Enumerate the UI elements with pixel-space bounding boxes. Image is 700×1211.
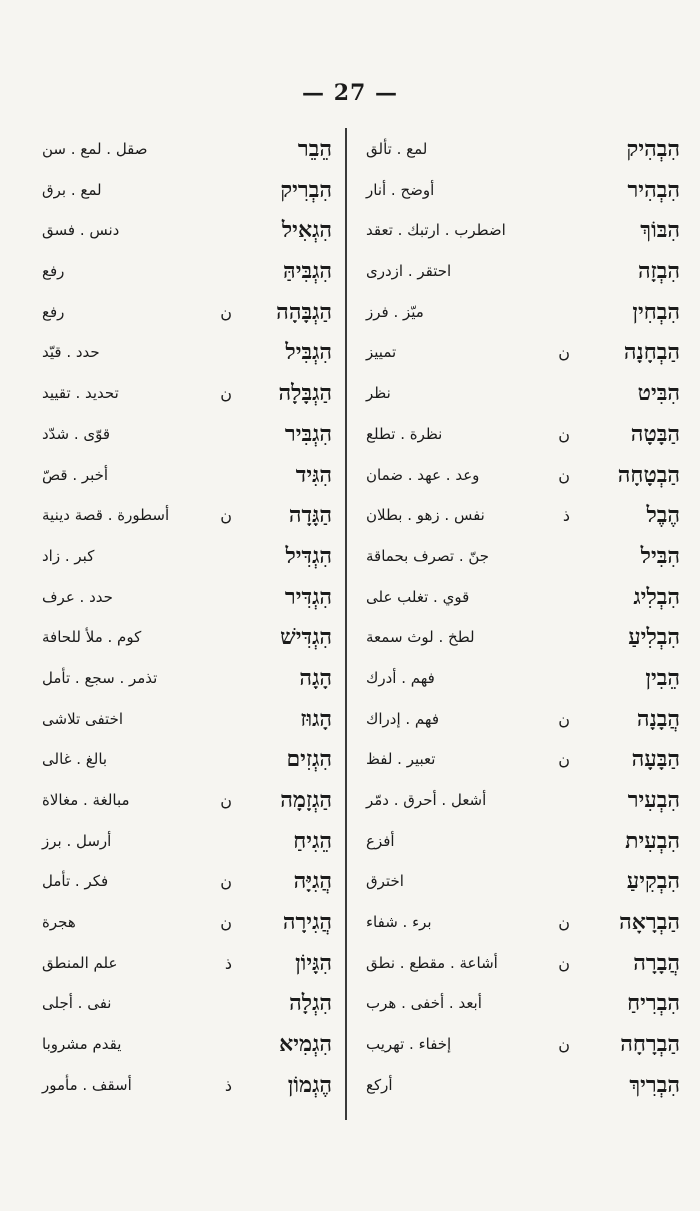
part-of-speech: ن	[220, 872, 232, 892]
arabic-definition: أشعل . أحرق . دمّر	[366, 791, 487, 809]
hebrew-headword: הֶגְמוֹן	[287, 1071, 332, 1098]
hebrew-headword: הֲבָרָה	[633, 949, 680, 976]
dictionary-entry	[10, 783, 340, 824]
arabic-definition: علم المنطق	[42, 953, 118, 972]
hebrew-headword: הִבְהִיק	[626, 136, 680, 162]
hebrew-headword: הִבְזָה	[637, 258, 680, 285]
dictionary-entry	[10, 742, 340, 783]
dictionary-entry	[358, 376, 688, 417]
dictionary-entry	[358, 986, 688, 1027]
arabic-definition: نظر	[366, 384, 391, 403]
arabic-definition: مبالغة . مغالاة	[42, 791, 130, 809]
arabic-definition: يقدم مشروبا	[42, 1035, 122, 1054]
part-of-speech: ن	[558, 913, 570, 933]
arabic-definition: أسطورة . قصة دينية	[42, 506, 170, 525]
dictionary-entry	[10, 254, 340, 295]
dictionary-entry	[358, 498, 688, 539]
dictionary-entry	[10, 1068, 340, 1109]
hebrew-headword: הֵגִיחַ	[293, 827, 332, 854]
arabic-definition: دنس . فسق	[42, 221, 120, 240]
arabic-definition: كبر . زاد	[42, 546, 95, 565]
dictionary-entry	[358, 824, 688, 865]
arabic-definition: اضطرب . ارتبك . تعقد	[366, 221, 506, 240]
dictionary-entry	[358, 620, 688, 661]
arabic-definition: كوم . ملأ للحافة	[42, 628, 142, 647]
hebrew-headword: הַבְרָאָה	[619, 909, 680, 936]
dictionary-entry	[10, 824, 340, 865]
arabic-definition: نفس . زهو . بطلان	[366, 506, 485, 525]
arabic-definition: اخترق	[366, 872, 404, 891]
hebrew-headword: הִגְדִּיל	[285, 542, 332, 569]
arabic-definition: بالغ . غالى	[42, 750, 108, 769]
dictionary-entry	[358, 864, 688, 905]
dictionary-entry	[10, 417, 340, 458]
hebrew-headword: הַגְבָּלָה	[278, 380, 332, 407]
arabic-definition: قوي . تغلب على	[366, 587, 470, 606]
hebrew-headword: הֶבֶל	[646, 502, 680, 529]
hebrew-headword: הִבְרִיחַ	[627, 990, 680, 1017]
dictionary-entry	[10, 539, 340, 580]
hebrew-headword: הִגְזִים	[286, 746, 332, 773]
hebrew-headword: הִגְמִיא	[279, 1031, 332, 1058]
arabic-definition: أوضح . أنار	[366, 180, 435, 199]
dictionary-entry	[358, 742, 688, 783]
part-of-speech: ن	[220, 384, 232, 404]
arabic-definition: حدد . عرف	[42, 587, 113, 606]
dictionary-entry	[10, 498, 340, 539]
right-column	[358, 132, 688, 1109]
dictionary-entry	[358, 132, 688, 173]
part-of-speech: ن	[220, 302, 232, 322]
dictionary-entry	[10, 295, 340, 336]
dictionary-entry	[10, 864, 340, 905]
hebrew-headword: הִבְעִית	[625, 827, 680, 854]
arabic-definition: فهم . إدراك	[366, 709, 439, 728]
part-of-speech: ن	[558, 750, 570, 770]
arabic-definition: أبعد . أخفى . هرب	[366, 994, 482, 1013]
part-of-speech: ن	[558, 1035, 570, 1055]
hebrew-headword: הִגְדִּישׁ	[280, 624, 332, 651]
arabic-definition: احتقر . ازدرى	[366, 262, 452, 281]
dictionary-entry	[10, 132, 340, 173]
part-of-speech: ذ	[562, 506, 570, 526]
page-number: — 27 —	[302, 80, 398, 106]
dictionary-entry	[358, 580, 688, 621]
dictionary-entry	[358, 905, 688, 946]
hebrew-headword: הִגְאִיל	[281, 217, 332, 244]
hebrew-headword: הִגְדִּיר	[284, 583, 332, 610]
hebrew-headword: הִבְקִיעַ	[626, 868, 680, 895]
left-column	[10, 132, 340, 1109]
hebrew-headword: הִגְלָה	[289, 990, 332, 1017]
arabic-definition: صقل . لمع . سن	[42, 140, 148, 158]
dictionary-entry	[10, 376, 340, 417]
column-divider	[345, 128, 347, 1120]
arabic-definition: أخبر . قصّ	[42, 465, 109, 484]
part-of-speech: ن	[220, 913, 232, 933]
dictionary-entry	[10, 620, 340, 661]
dictionary-entry	[10, 661, 340, 702]
arabic-definition: أرسل . برز	[42, 831, 112, 850]
arabic-definition: وعد . عهد . ضمان	[366, 465, 480, 484]
hebrew-headword: הִבִּיל	[640, 542, 680, 569]
hebrew-headword: הִגִּיד	[295, 461, 332, 488]
arabic-definition: فكر . تأمل	[42, 872, 109, 891]
part-of-speech: ن	[558, 343, 570, 363]
dictionary-entry	[10, 1027, 340, 1068]
hebrew-headword: הַגְזָמָה	[280, 787, 332, 813]
arabic-definition: قوّى . شدّد	[42, 424, 111, 443]
hebrew-headword: הַבְחָנָה	[623, 339, 680, 366]
dictionary-entry	[358, 254, 688, 295]
dictionary-entry	[358, 335, 688, 376]
part-of-speech: ن	[558, 465, 570, 485]
arabic-definition: اختفى تلاشى	[42, 709, 124, 728]
arabic-definition: ميّز . فرز	[366, 302, 424, 321]
arabic-definition: برء . شفاء	[366, 913, 432, 932]
dictionary-entry	[10, 458, 340, 499]
arabic-definition: أسقف . مأمور	[42, 1075, 132, 1094]
dictionary-entry	[358, 295, 688, 336]
dictionary-entry	[358, 702, 688, 743]
dictionary-entry	[10, 905, 340, 946]
hebrew-headword: הַבְרָחָה	[620, 1031, 680, 1058]
hebrew-headword: הֲגִירָה	[282, 909, 332, 936]
hebrew-headword: הַגָּדָה	[288, 502, 332, 529]
arabic-definition: هجرة	[42, 913, 76, 932]
hebrew-headword: הִבְלִיג	[633, 583, 680, 610]
hebrew-headword: הִבְהִיר	[627, 176, 680, 203]
hebrew-headword: הֵבִין	[645, 664, 680, 691]
dictionary-entry	[10, 946, 340, 987]
hebrew-headword: הִבְרִיק	[280, 176, 332, 203]
arabic-definition: تمييز	[366, 343, 397, 362]
part-of-speech: ن	[220, 791, 232, 810]
dictionary-entry	[358, 1027, 688, 1068]
hebrew-headword: הַגְבָּהָה	[276, 298, 332, 325]
dictionary-entry	[10, 335, 340, 376]
arabic-definition: أفزع	[366, 831, 395, 850]
dictionary-entry	[10, 213, 340, 254]
hebrew-headword: הִבְעִיר	[627, 787, 680, 813]
arabic-definition: أشاعة . مقطع . نطق	[366, 953, 498, 972]
hebrew-headword: הֲבָנָה	[636, 705, 680, 732]
arabic-definition: نفى . أجلى	[42, 994, 112, 1013]
hebrew-headword: הִגְבִּיר	[284, 420, 332, 447]
hebrew-headword: הֲגִיָּה	[293, 868, 332, 895]
hebrew-headword: הִגְבִּיהַּ	[283, 258, 332, 285]
hebrew-headword: הִבְרִיךְ	[629, 1071, 680, 1098]
hebrew-headword: הִגָּיוֹן	[295, 949, 332, 976]
dictionary-entry	[358, 1068, 688, 1109]
dictionary-entry	[358, 173, 688, 214]
hebrew-headword: הָגָה	[299, 664, 332, 691]
dictionary-entry	[358, 661, 688, 702]
hebrew-headword: הִבְלִיעַ	[628, 624, 680, 651]
arabic-definition: رفع	[42, 302, 65, 321]
hebrew-headword: הִבִּיט	[637, 380, 680, 407]
hebrew-headword: הַבְטָחָה	[617, 461, 680, 488]
dictionary-entry	[358, 458, 688, 499]
hebrew-headword: הַבָּטָה	[630, 420, 680, 447]
dictionary-entry	[358, 946, 688, 987]
hebrew-headword: הָגוּז	[300, 705, 332, 732]
arabic-definition: لمع . برق	[42, 180, 102, 199]
part-of-speech: ذ	[224, 1075, 232, 1095]
hebrew-headword: הִבְחִין	[632, 298, 680, 325]
arabic-definition: تحديد . تقييد	[42, 384, 119, 403]
dictionary-entry	[358, 539, 688, 580]
arabic-definition: لطخ . لوث سمعة	[366, 628, 475, 647]
arabic-definition: لمع . تألق	[366, 140, 428, 158]
part-of-speech: ن	[558, 953, 570, 973]
dictionary-entry	[10, 702, 340, 743]
arabic-definition: أركع	[366, 1075, 393, 1094]
arabic-definition: رفع	[42, 262, 65, 281]
dictionary-entry	[358, 783, 688, 824]
hebrew-headword: הֵבֵר	[297, 136, 332, 162]
part-of-speech: ذ	[224, 953, 232, 973]
dictionary-entry	[10, 986, 340, 1027]
dictionary-entry	[10, 580, 340, 621]
arabic-definition: جنّ . تصرف بحماقة	[366, 546, 490, 565]
arabic-definition: نظرة . تطلع	[366, 424, 443, 443]
hebrew-headword: הִבּוֹךְ	[640, 217, 680, 244]
arabic-definition: إخفاء . تهريب	[366, 1035, 452, 1054]
dictionary-entry	[358, 417, 688, 458]
arabic-definition: تعبير . لفظ	[366, 750, 436, 769]
dictionary-entry	[358, 213, 688, 254]
arabic-definition: تذمر . سجع . تأمل	[42, 668, 158, 687]
part-of-speech: ن	[558, 709, 570, 729]
arabic-definition: حدد . قيّد	[42, 343, 100, 362]
part-of-speech: ن	[220, 506, 232, 526]
part-of-speech: ن	[558, 424, 570, 444]
arabic-definition: فهم . أدرك	[366, 668, 435, 687]
dictionary-entry	[10, 173, 340, 214]
hebrew-headword: הַבָּעָה	[631, 746, 680, 773]
hebrew-headword: הִגְבִּיל	[285, 339, 332, 366]
